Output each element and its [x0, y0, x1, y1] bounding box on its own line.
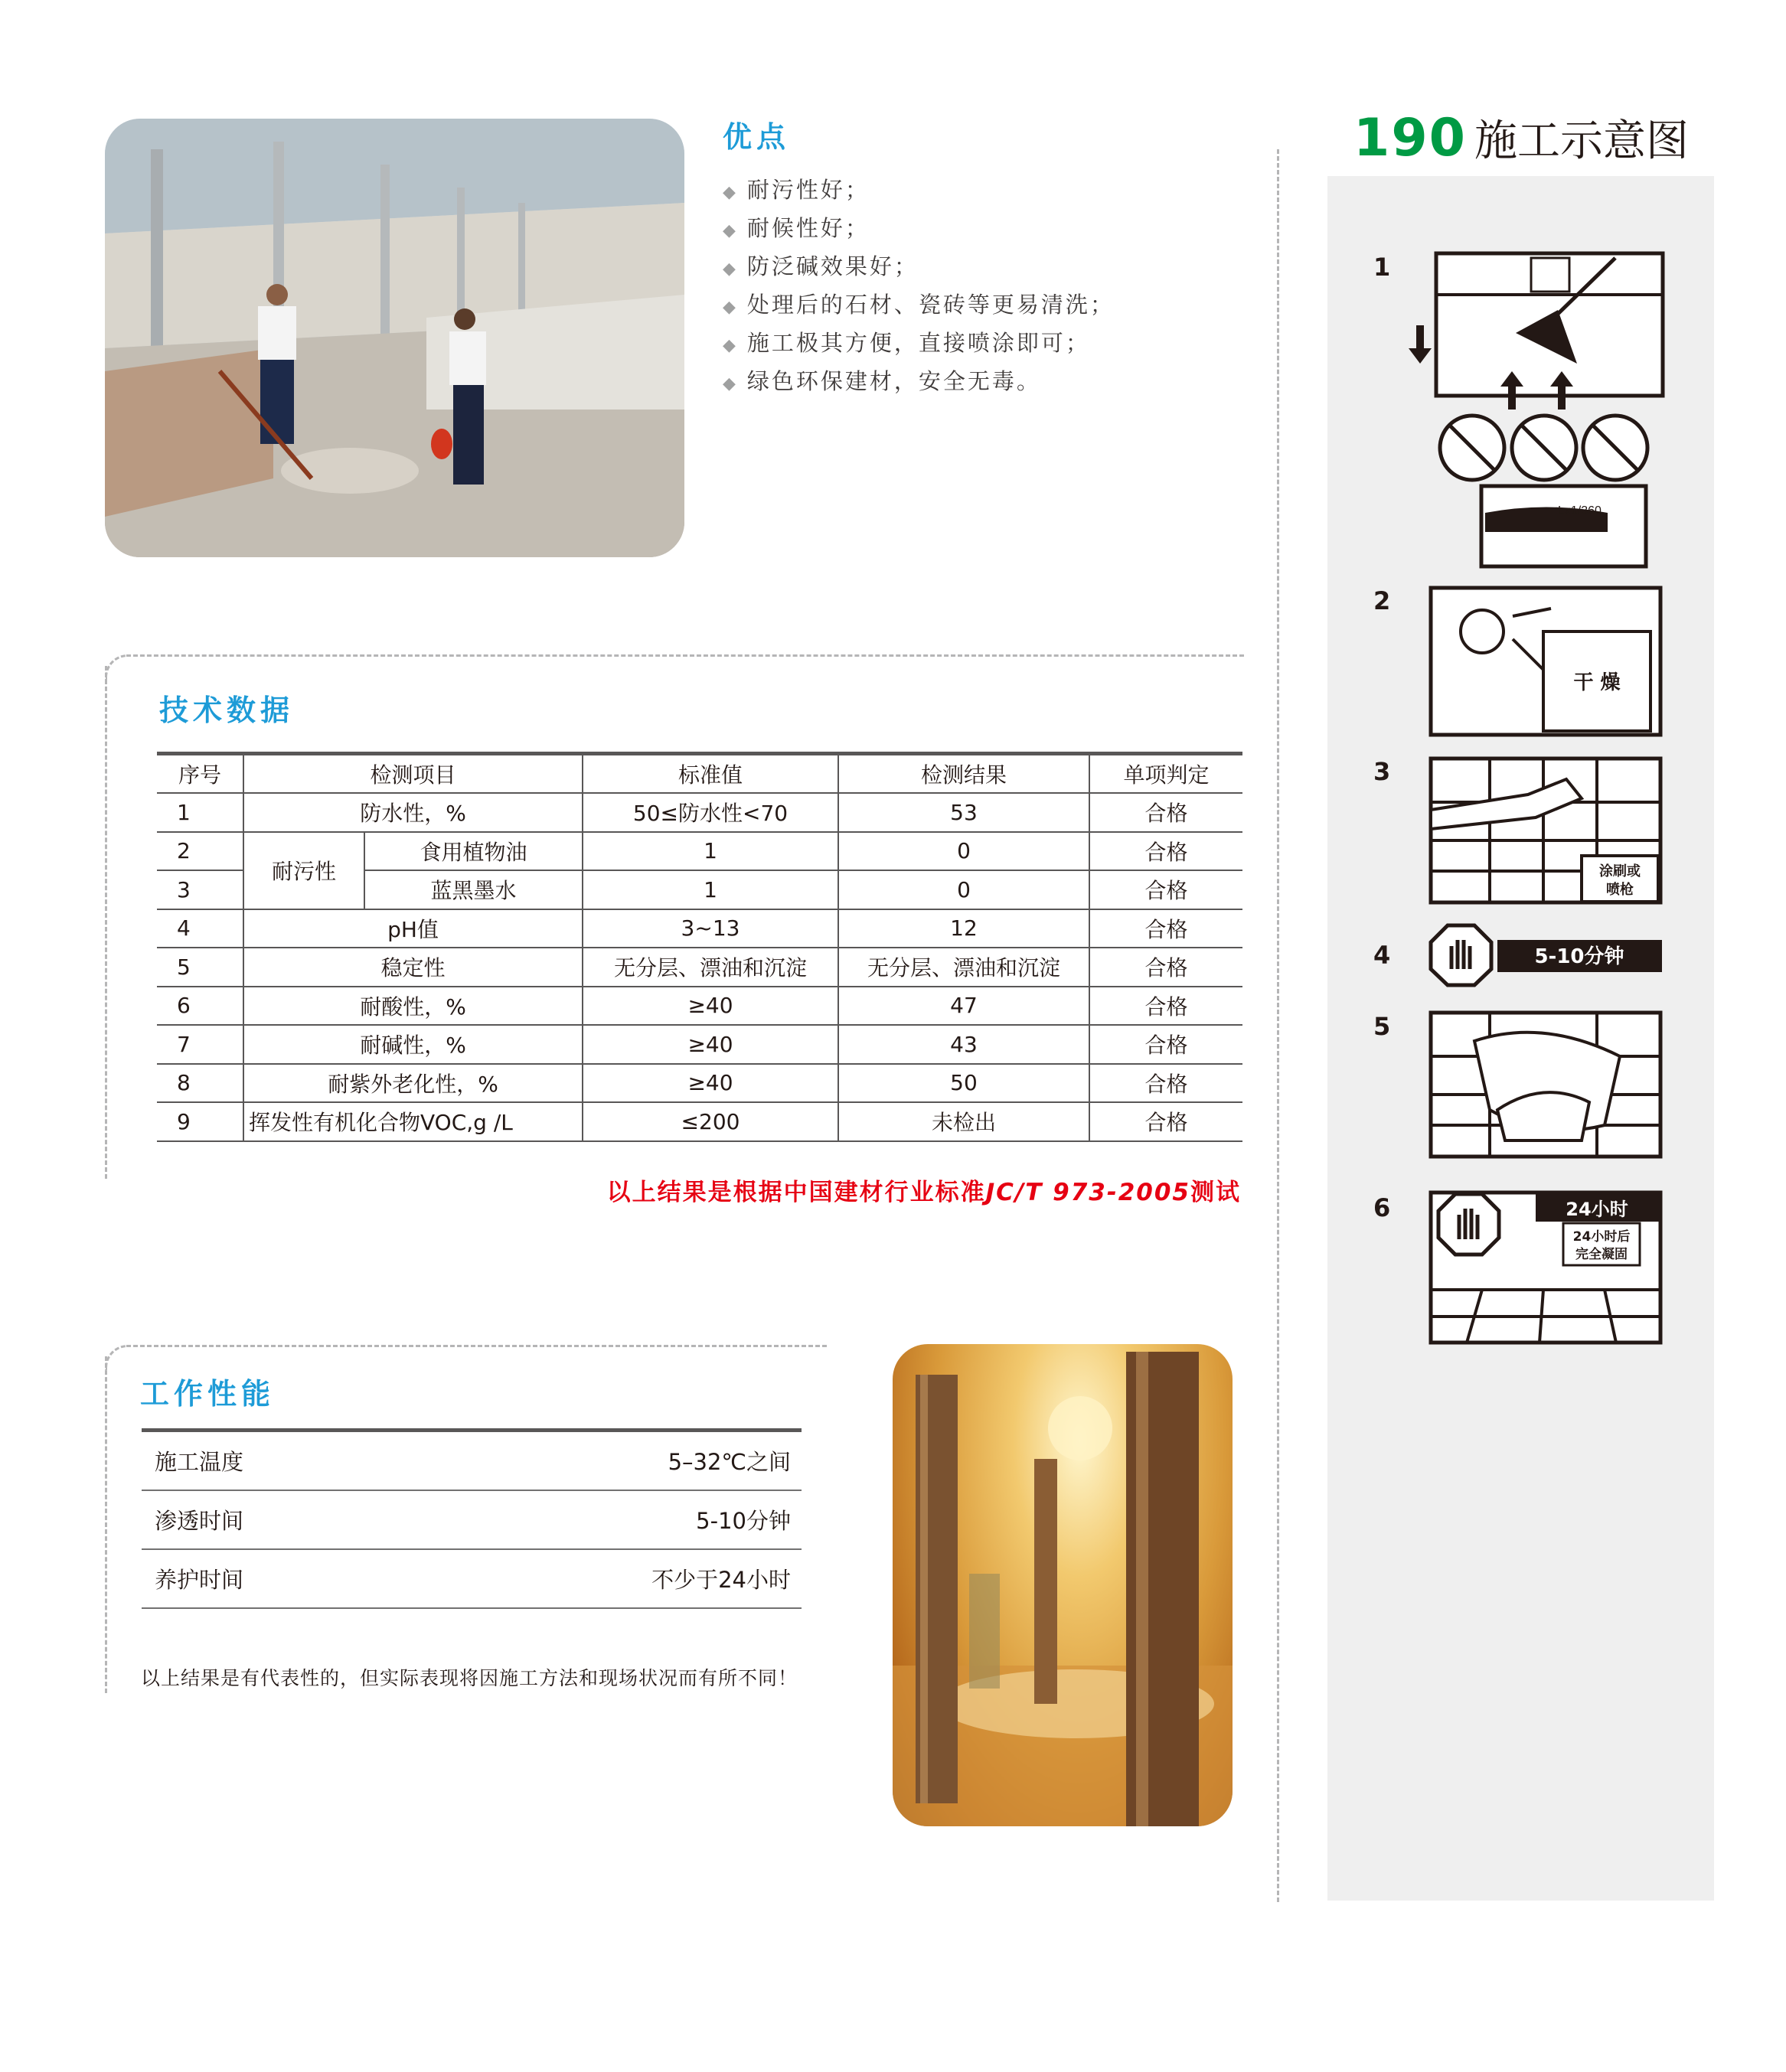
lobby-photo-art: [893, 1344, 1233, 1826]
table-row: [157, 832, 1242, 871]
step3-label-line2: 喷枪: [1606, 882, 1634, 898]
diamond-bullet-icon: ◆: [723, 221, 738, 240]
cell-group: 耐污性: [243, 832, 364, 909]
column-divider: [1277, 149, 1279, 1902]
diamond-bullet-icon: ◆: [723, 259, 738, 279]
cell-standard: 无分层、漂油和沉淀: [583, 948, 838, 987]
performance-value: 5–32℃之间: [668, 1449, 791, 1475]
step1-clean-illustration: [1393, 249, 1669, 570]
header-result: 检测结果: [838, 754, 1089, 794]
cell-seq: 8: [157, 1064, 243, 1103]
step2-label: 干 燥: [1573, 671, 1621, 694]
cell-standard: ≥40: [583, 1064, 838, 1103]
standard-note-prefix: 以上结果是根据中国建材行业标准: [606, 1179, 986, 1206]
header-item: 检测项目: [243, 754, 583, 794]
diamond-bullet-icon: ◆: [723, 298, 738, 317]
step3-apply-illustration: [1428, 756, 1663, 906]
perf-dashed-border: [126, 1345, 827, 1347]
cell-item: 蓝黑墨水: [364, 870, 583, 909]
cell-item: 耐碱性，%: [243, 1025, 583, 1064]
cell-seq: 4: [157, 909, 243, 948]
standard-code: JC/T 973-2005: [985, 1179, 1190, 1206]
product-number: 190: [1353, 107, 1467, 168]
header-judgement: 单项判定: [1089, 754, 1242, 794]
cell-standard: ≥40: [583, 1025, 838, 1064]
standard-note: [607, 1173, 1241, 1207]
cell-result: 53: [838, 793, 1089, 832]
diagram-title: [1353, 107, 1689, 168]
step-number: 2: [1373, 586, 1391, 615]
advantage-item: ◆ 耐候性好；: [723, 215, 870, 241]
cell-judgement: 合格: [1089, 832, 1242, 871]
table-header-row: [157, 754, 1242, 794]
advantage-item: ◆ 施工极其方便，直接喷涂即可；: [723, 330, 1090, 356]
header-standard: 标准值: [583, 754, 838, 794]
cell-seq: 6: [157, 987, 243, 1026]
cell-item: pH值: [243, 909, 583, 948]
workers-spraying-photo: [105, 119, 684, 557]
advantage-item: ◆ 防泛碱效果好；: [723, 253, 919, 279]
table-row: [157, 793, 1242, 832]
cell-standard: 3~13: [583, 909, 838, 948]
diamond-bullet-icon: ◆: [723, 183, 738, 202]
cell-result: 0: [838, 832, 1089, 871]
diamond-bullet-icon: ◆: [723, 374, 738, 393]
step4-wait-illustration: [1428, 923, 1666, 987]
performance-row: [142, 1550, 802, 1609]
step4-label: 5-10分钟: [1534, 945, 1624, 968]
step2-dry-illustration: [1428, 586, 1663, 739]
performance-row: [142, 1491, 802, 1550]
performance-table: [142, 1428, 802, 1609]
cell-seq: 5: [157, 948, 243, 987]
cell-result: 47: [838, 987, 1089, 1026]
cell-standard: 1: [583, 870, 838, 909]
diagram-title-text: 施工示意图: [1474, 116, 1689, 166]
advantage-item: ◆ 耐污性好；: [723, 177, 870, 203]
cell-result: 未检出: [838, 1102, 1089, 1141]
tech-data-table: [157, 752, 1242, 1142]
cell-judgement: 合格: [1089, 948, 1242, 987]
cell-judgement: 合格: [1089, 793, 1242, 832]
performance-title: 工作性能: [140, 1377, 276, 1411]
cell-seq: 3: [157, 870, 243, 909]
tech-dashed-border-left: [105, 666, 107, 1179]
step1-label: Lx1/360: [1558, 504, 1602, 517]
cell-item: 防水性，%: [243, 793, 583, 832]
table-row: [157, 909, 1242, 948]
step5-wipe-illustration: [1428, 1010, 1663, 1160]
cell-judgement: 合格: [1089, 1102, 1242, 1141]
step-number: 4: [1373, 941, 1391, 970]
performance-disclaimer: 以上结果是有代表性的，但实际表现将因施工方法和现场状况而有所不同！: [141, 1667, 798, 1689]
advantages-title: 优点: [723, 120, 791, 154]
standard-note-suffix: 测试: [1190, 1179, 1241, 1206]
cell-standard: 50≤防水性<70: [583, 793, 838, 832]
step6-note-line1: 24小时后: [1572, 1229, 1631, 1245]
cell-standard: 1: [583, 832, 838, 871]
diamond-bullet-icon: ◆: [723, 336, 738, 355]
advantage-item: ◆ 绿色环保建材，安全无毒。: [723, 368, 1041, 394]
performance-value: 5-10分钟: [696, 1508, 791, 1534]
step6-cure-illustration: [1428, 1190, 1663, 1346]
cell-judgement: 合格: [1089, 909, 1242, 948]
cell-item: 稳定性: [243, 948, 583, 987]
step-number: 1: [1373, 253, 1391, 282]
cell-seq: 1: [157, 793, 243, 832]
tech-title: 技术数据: [159, 693, 295, 727]
performance-value: 不少于24小时: [651, 1567, 791, 1593]
perf-dashed-corner: [105, 1345, 130, 1370]
cell-result: 50: [838, 1064, 1089, 1103]
cell-seq: 9: [157, 1102, 243, 1141]
tech-dashed-border: [126, 654, 1244, 657]
performance-row: [142, 1432, 802, 1491]
cell-result: 0: [838, 870, 1089, 909]
perf-dashed-border-left: [105, 1356, 107, 1693]
table-row: [157, 1064, 1242, 1103]
table-row: [157, 987, 1242, 1026]
performance-label: 施工温度: [155, 1449, 244, 1475]
header-seq: 序号: [157, 754, 243, 794]
cell-seq: 7: [157, 1025, 243, 1064]
step-number: 3: [1373, 757, 1391, 786]
cell-result: 无分层、漂油和沉淀: [838, 948, 1089, 987]
step3-label-line1: 涂刷或: [1599, 863, 1641, 879]
cell-judgement: 合格: [1089, 1025, 1242, 1064]
step-number: 6: [1373, 1193, 1391, 1222]
table-row: [157, 1025, 1242, 1064]
cell-item: 耐紫外老化性，%: [243, 1064, 583, 1103]
cell-seq: 2: [157, 832, 243, 871]
workers-photo-art: [105, 119, 684, 557]
cell-item: 食用植物油: [364, 832, 583, 871]
cell-judgement: 合格: [1089, 987, 1242, 1026]
step6-note-line2: 完全凝固: [1575, 1247, 1628, 1262]
marble-lobby-photo: [893, 1344, 1233, 1826]
tech-dashed-corner: [105, 654, 130, 680]
cell-result: 12: [838, 909, 1089, 948]
advantage-item: ◆ 处理后的石材、瓷砖等更易清洗；: [723, 292, 1115, 318]
cell-judgement: 合格: [1089, 1064, 1242, 1103]
cell-standard: ≥40: [583, 987, 838, 1026]
table-row: [157, 948, 1242, 987]
step6-label: 24小时: [1566, 1199, 1628, 1220]
step-number: 5: [1373, 1012, 1391, 1041]
cell-item: 挥发性有机化合物VOC,g /L: [243, 1102, 583, 1141]
table-row: [157, 1102, 1242, 1141]
advantages-list: [723, 171, 1115, 400]
cell-item: 耐酸性，%: [243, 987, 583, 1026]
performance-label: 养护时间: [155, 1567, 244, 1593]
cell-result: 43: [838, 1025, 1089, 1064]
cell-standard: ≤200: [583, 1102, 838, 1141]
cell-judgement: 合格: [1089, 870, 1242, 909]
performance-label: 渗透时间: [155, 1508, 244, 1534]
